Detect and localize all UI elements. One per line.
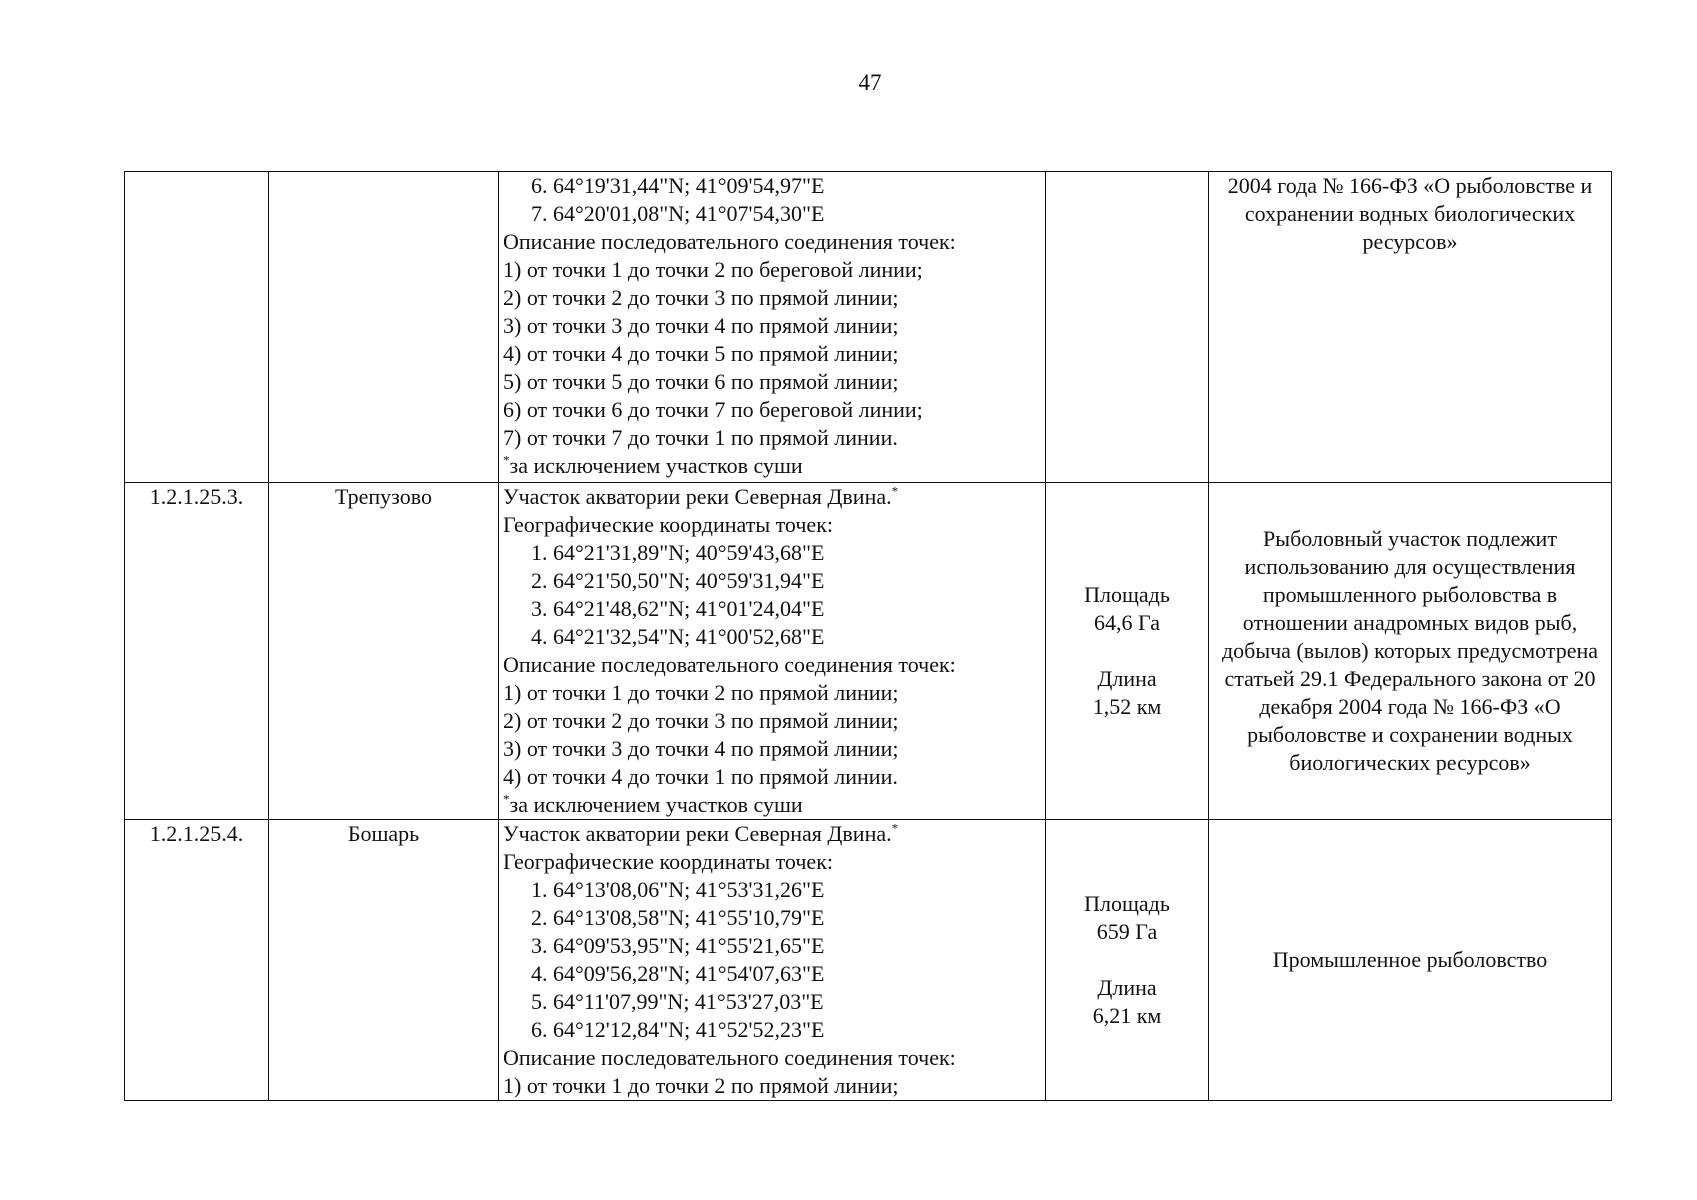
length-value: 6,21 км <box>1092 1003 1162 1028</box>
coordinates-title: Географические координаты точек: <box>503 512 833 537</box>
area-label: Площадь <box>1084 582 1170 607</box>
coordinate-item: 6. 64°12'12,84"N; 41°52'52,23"E <box>531 1017 825 1042</box>
row-number: 1.2.1.25.3. <box>125 483 269 820</box>
measurements-cell <box>1046 820 1209 1101</box>
coordinate-item: 3. 64°21'48,62"N; 41°01'24,04"E <box>531 596 825 621</box>
row-number: 1.2.1.25.4. <box>125 820 269 1101</box>
connection-title: Описание последовательного соединения точек: <box>503 1045 956 1070</box>
coordinate-item: 4. 64°09'56,28"N; 41°54'07,63"E <box>531 961 825 986</box>
connection-title: Описание последовательного соединения точек: <box>503 229 956 254</box>
table-row <box>125 172 1612 483</box>
connection-item: 1) от точки 1 до точки 2 по прямой линии; <box>503 1073 899 1098</box>
footnote: *за исключением участков суши <box>503 452 803 478</box>
coordinate-item: 1. 64°21'31,89"N; 40°59'43,68"E <box>531 540 825 565</box>
connection-item: 7) от точки 7 до точки 1 по прямой линии. <box>503 425 898 450</box>
row-number <box>125 172 269 483</box>
description-cell <box>499 172 1046 483</box>
length-value: 1,52 км <box>1092 694 1162 719</box>
connection-item: 3) от точки 3 до точки 4 по прямой линии; <box>503 736 899 761</box>
description-cell <box>499 820 1046 1101</box>
site-name: Бошарь <box>269 820 499 1101</box>
connection-item: 1) от точки 1 до точки 2 по береговой линии; <box>503 257 923 282</box>
length-label: Длина <box>1097 975 1157 1000</box>
length-label: Длина <box>1097 666 1157 691</box>
coordinate-list <box>503 876 1041 1044</box>
regulation-text: Промышленное рыболовство <box>1209 820 1612 1101</box>
connection-item: 1) от точки 1 до точки 2 по прямой линии; <box>503 680 899 705</box>
footnote: *за исключением участков суши <box>503 791 803 817</box>
area-title: Участок акватории реки Северная Двина.* <box>503 820 899 846</box>
table-row <box>125 483 1612 820</box>
coordinate-item: 3. 64°09'53,95"N; 41°55'21,65"E <box>531 933 825 958</box>
connection-item: 5) от точки 5 до точки 6 по прямой линии; <box>503 369 899 394</box>
connection-title: Описание последовательного соединения точек: <box>503 652 956 677</box>
table-row <box>125 820 1612 1101</box>
coordinate-list <box>503 539 1041 651</box>
coordinate-item: 4. 64°21'32,54"N; 41°00'52,68"E <box>531 624 825 649</box>
measurements-cell <box>1046 483 1209 820</box>
connection-item: 3) от точки 3 до точки 4 по прямой линии; <box>503 313 899 338</box>
connection-list <box>503 256 1041 452</box>
fishing-areas-table <box>124 171 1612 1101</box>
connection-item: 4) от точки 4 до точки 5 по прямой линии; <box>503 341 899 366</box>
coordinate-item: 2. 64°21'50,50"N; 40°59'31,94"E <box>531 568 825 593</box>
connection-item: 4) от точки 4 до точки 1 по прямой линии. <box>503 764 898 789</box>
description-cell <box>499 483 1046 820</box>
coordinate-item: 2. 64°13'08,58"N; 41°55'10,79"E <box>531 905 825 930</box>
coordinate-item: 1. 64°13'08,06"N; 41°53'31,26"E <box>531 877 825 902</box>
measurements-cell <box>1046 172 1209 483</box>
coordinate-item: 6. 64°19'31,44"N; 41°09'54,97"E <box>531 173 825 198</box>
connection-item: 6) от точки 6 до точки 7 по береговой линии; <box>503 397 923 422</box>
coordinates-title: Географические координаты точек: <box>503 849 833 874</box>
coordinate-item: 7. 64°20'01,08"N; 41°07'54,30"E <box>531 201 825 226</box>
page-number: 47 <box>858 70 882 95</box>
area-label: Площадь <box>1084 891 1170 916</box>
coordinate-item: 5. 64°11'07,99"N; 41°53'27,03"E <box>531 989 824 1014</box>
coordinate-list <box>503 172 1041 228</box>
connection-list <box>503 679 1041 791</box>
area-title: Участок акватории реки Северная Двина.* <box>503 483 899 509</box>
site-name <box>269 172 499 483</box>
area-value: 659 Га <box>1096 919 1158 944</box>
site-name: Трепузово <box>269 483 499 820</box>
connection-item: 2) от точки 2 до точки 3 по прямой линии; <box>503 285 899 310</box>
regulation-text: Рыболовный участок подлежит использованию для осуществления промышленного рыболовства в отношении анадромных видов рыб, добыча (вылов) которых предусмотрена статьей 29.1 Федерального закона от 20 декабря 2004 года № 166-ФЗ «О рыболовстве и сохранении водных биологических ресурсов» <box>1209 483 1612 820</box>
connection-list <box>503 1072 1041 1100</box>
connection-item: 2) от точки 2 до точки 3 по прямой линии; <box>503 708 899 733</box>
regulation-text: 2004 года № 166-ФЗ «О рыболовстве и сохранении водных биологических ресурсов» <box>1209 172 1612 483</box>
area-value: 64,6 Га <box>1094 610 1160 635</box>
